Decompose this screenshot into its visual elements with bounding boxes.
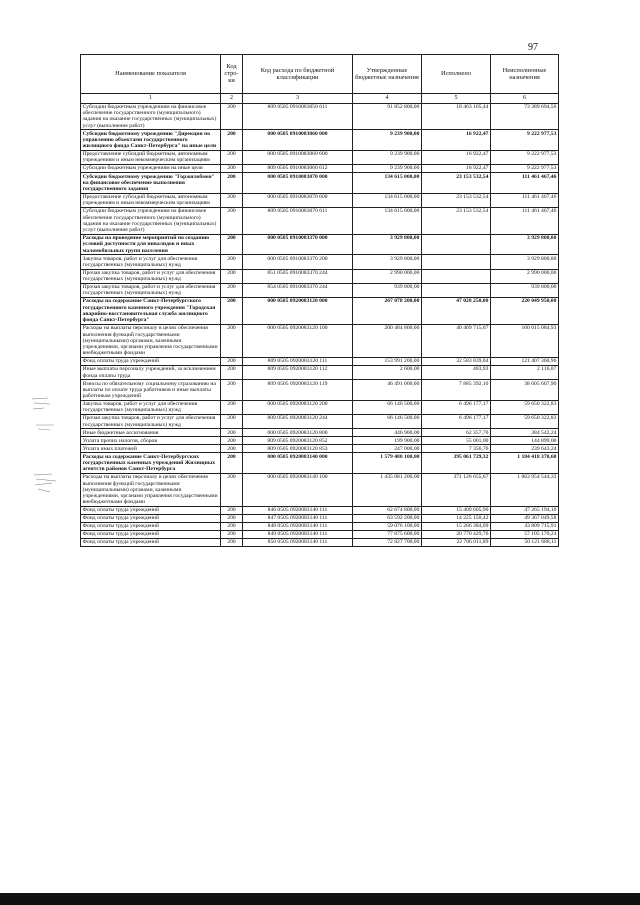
row-unexecuted-amount: 384 542,24	[491, 429, 559, 437]
table-row	[81, 415, 559, 429]
row-unexecuted-amount: 1 063 954 544,33	[491, 473, 559, 506]
row-name: Субсидии бюджетному учреждению "Дирекция по управлению объектами государственного жилищного фонда Санкт-Петербурга" на иные цели	[81, 130, 221, 151]
table-row	[81, 298, 559, 325]
row-unexecuted-amount: 57 105 170,24	[491, 531, 559, 539]
row-classification-code: 846 0505 0920083140 111	[243, 506, 353, 514]
row-unexecuted-amount: 2 116,07	[491, 365, 559, 379]
row-classification-code: 000 0505 0910083060 600	[243, 150, 353, 164]
row-classification-code: 000 0505 0920083140 100	[243, 473, 353, 506]
table-row	[81, 473, 559, 506]
row-line-code: 200	[221, 531, 243, 539]
row-unexecuted-amount: 121 407 360,96	[491, 357, 559, 365]
row-unexecuted-amount: 47 265 194,10	[491, 506, 559, 514]
row-classification-code: 809 0505 0920083120 119	[243, 380, 353, 401]
row-name: Прочая закупка товаров, работ и услуг для обеспечения государственных (муниципальных) нужд	[81, 415, 221, 429]
row-line-code: 200	[221, 523, 243, 531]
row-executed-amount: 47 028 250,00	[422, 298, 491, 325]
row-executed-amount: 14 225 150,42	[422, 515, 491, 523]
row-approved-amount: 1 579 480 100,00	[353, 453, 422, 474]
row-name: Расходы на проведение мероприятий по созданию условий доступности для инвалидов и иных маломобильных групп населения	[81, 234, 221, 255]
row-name: Фонд оплаты труда учреждений	[81, 523, 221, 531]
row-executed-amount	[422, 255, 491, 269]
row-unexecuted-amount: 939 800,00	[491, 283, 559, 297]
row-line-code: 200	[221, 380, 243, 401]
row-executed-amount: 32 583 839,04	[422, 357, 491, 365]
row-unexecuted-amount: 50 121 688,11	[491, 539, 559, 547]
row-line-code: 200	[221, 234, 243, 255]
row-approved-amount: 9 239 900,00	[353, 130, 422, 151]
row-approved-amount: 59 076 100,00	[353, 523, 422, 531]
row-name: Фонд оплаты труда учреждений	[81, 539, 221, 547]
table-row	[81, 103, 559, 130]
row-unexecuted-amount: 9 222 977,53	[491, 130, 559, 151]
row-approved-amount: 3 929 800,00	[353, 255, 422, 269]
row-line-code: 200	[221, 298, 243, 325]
row-executed-amount	[422, 234, 491, 255]
header-unexecuted: Неисполненные назначения	[491, 55, 559, 94]
table-row	[81, 207, 559, 234]
row-line-code: 200	[221, 515, 243, 523]
row-classification-code: 000 0505 0910083070 600	[243, 193, 353, 207]
row-line-code: 200	[221, 445, 243, 453]
row-classification-code: 854 0505 0910083370 244	[243, 283, 353, 297]
row-unexecuted-amount: 2 990 000,00	[491, 269, 559, 283]
row-executed-amount: 23 153 532,54	[422, 193, 491, 207]
table-row	[81, 283, 559, 297]
row-classification-code: 850 0505 0920083140 111	[243, 539, 353, 547]
row-classification-code: 000 0505 0910083070 000	[243, 173, 353, 194]
row-unexecuted-amount: 73 389 694,56	[491, 103, 559, 130]
row-approved-amount: 66 146 500,00	[353, 400, 422, 414]
row-executed-amount	[422, 269, 491, 283]
row-name: Расходы на выплаты персоналу в целях обеспечения выполнения функций государственными (муниципальными) органами, казенными учреждениями, органами управления государственными внебюджетными фондами	[81, 473, 221, 506]
row-approved-amount: 199 900,00	[353, 437, 422, 445]
row-approved-amount: 153 991 200,00	[353, 357, 422, 365]
table-row	[81, 445, 559, 453]
row-classification-code: 000 0505 0910083060 000	[243, 130, 353, 151]
row-unexecuted-amount: 160 015 084,93	[491, 324, 559, 357]
row-unexecuted-amount: 59 650 322,83	[491, 415, 559, 429]
row-approved-amount: 62 674 800,00	[353, 506, 422, 514]
row-executed-amount: 15 409 605,90	[422, 506, 491, 514]
row-line-code: 200	[221, 130, 243, 151]
row-line-code: 200	[221, 207, 243, 234]
row-classification-code: 851 0505 0910083370 244	[243, 269, 353, 283]
row-unexecuted-amount: 49 367 049,58	[491, 515, 559, 523]
table-row	[81, 437, 559, 445]
row-line-code: 200	[221, 415, 243, 429]
row-classification-code: 809 0505 0910083050 611	[243, 103, 353, 130]
margin-pencil-marks	[30, 395, 70, 515]
row-line-code: 200	[221, 283, 243, 297]
row-unexecuted-amount: 111 461 467,46	[491, 173, 559, 194]
row-approved-amount: 267 078 200,00	[353, 298, 422, 325]
table-row	[81, 255, 559, 269]
column-number: 2	[221, 93, 243, 103]
column-number: 5	[422, 93, 491, 103]
table-row	[81, 193, 559, 207]
row-executed-amount: 371 126 655,67	[422, 473, 491, 506]
row-executed-amount: 395 061 729,32	[422, 453, 491, 474]
scan-bottom-edge	[0, 893, 640, 905]
table-row	[81, 523, 559, 531]
table-row	[81, 165, 559, 173]
row-approved-amount: 63 592 200,00	[353, 515, 422, 523]
row-line-code: 200	[221, 400, 243, 414]
row-unexecuted-amount: 43 809 715,91	[491, 523, 559, 531]
row-unexecuted-amount: 220 049 950,00	[491, 298, 559, 325]
row-approved-amount: 446 900,00	[353, 429, 422, 437]
row-approved-amount: 46 491 000,00	[353, 380, 422, 401]
table-header-row	[81, 55, 559, 94]
row-line-code: 200	[221, 429, 243, 437]
row-approved-amount: 91 852 800,00	[353, 103, 422, 130]
table-row	[81, 130, 559, 151]
row-executed-amount: 7 885 392,10	[422, 380, 491, 401]
row-name: Фонд оплаты труда учреждений	[81, 506, 221, 514]
row-classification-code: 847 0505 0920083140 111	[243, 515, 353, 523]
row-name: Расходы на выплаты персоналу в целях обеспечения выполнения функций государственными (муниципальными) органами, казенными учреждениями, органами управления государственными внебюджетными фондами	[81, 324, 221, 357]
row-executed-amount: 16 922,47	[422, 130, 491, 151]
row-classification-code: 809 0505 0920083120 111	[243, 357, 353, 365]
row-line-code: 200	[221, 453, 243, 474]
row-approved-amount: 939 800,00	[353, 283, 422, 297]
row-approved-amount: 9 239 900,00	[353, 165, 422, 173]
page-number: 97	[528, 42, 538, 53]
row-name: Иные бюджетные ассигнования	[81, 429, 221, 437]
table-row	[81, 324, 559, 357]
row-classification-code: 848 0505 0920083140 111	[243, 523, 353, 531]
table-row	[81, 506, 559, 514]
table-row	[81, 357, 559, 365]
row-line-code: 200	[221, 473, 243, 506]
row-line-code: 200	[221, 539, 243, 547]
column-number: 3	[243, 93, 353, 103]
row-classification-code: 809 0505 0920083120 852	[243, 437, 353, 445]
row-unexecuted-amount: 9 222 977,53	[491, 150, 559, 164]
row-unexecuted-amount: 111 461 467,46	[491, 207, 559, 234]
row-name: Уплата прочих налогов, сборов	[81, 437, 221, 445]
row-unexecuted-amount: 38 605 607,90	[491, 380, 559, 401]
row-line-code: 200	[221, 193, 243, 207]
row-approved-amount: 134 615 000,00	[353, 193, 422, 207]
row-approved-amount: 200 484 800,00	[353, 324, 422, 357]
row-unexecuted-amount: 9 222 977,53	[491, 165, 559, 173]
header-line-code: Код стро- ки	[221, 55, 243, 94]
row-classification-code: 000 0505 0910083370 200	[243, 255, 353, 269]
row-executed-amount: 22 706 011,89	[422, 539, 491, 547]
header-executed: Исполнено	[422, 55, 491, 94]
table-row	[81, 380, 559, 401]
row-line-code: 200	[221, 365, 243, 379]
row-executed-amount: 18 463 105,44	[422, 103, 491, 130]
row-executed-amount: 23 153 532,54	[422, 173, 491, 194]
table-row	[81, 150, 559, 164]
row-line-code: 200	[221, 269, 243, 283]
row-name: Прочая закупка товаров, работ и услуг для обеспечения государственных (муниципальных) нужд	[81, 269, 221, 283]
row-approved-amount: 2 990 000,00	[353, 269, 422, 283]
row-line-code: 200	[221, 357, 243, 365]
row-line-code: 200	[221, 103, 243, 130]
row-executed-amount: 7 356,76	[422, 445, 491, 453]
row-approved-amount: 3 929 800,00	[353, 234, 422, 255]
row-executed-amount: 62 357,76	[422, 429, 491, 437]
row-classification-code: 000 0505 0920083120 800	[243, 429, 353, 437]
column-number-row	[81, 93, 559, 103]
row-approved-amount: 2 600,00	[353, 365, 422, 379]
row-line-code: 200	[221, 150, 243, 164]
table-row	[81, 234, 559, 255]
column-number: 4	[353, 93, 422, 103]
row-approved-amount: 1 435 081 200,00	[353, 473, 422, 506]
row-line-code: 200	[221, 173, 243, 194]
row-name: Иные выплаты персоналу учреждений, за исключением фонда оплаты труда	[81, 365, 221, 379]
column-number: 6	[491, 93, 559, 103]
table-row	[81, 515, 559, 523]
row-executed-amount: 6 496 177,17	[422, 415, 491, 429]
table-row	[81, 429, 559, 437]
row-executed-amount: 16 922,47	[422, 150, 491, 164]
table-row	[81, 365, 559, 379]
row-approved-amount: 134 615 000,00	[353, 207, 422, 234]
row-name: Прочая закупка товаров, работ и услуг для обеспечения государственных (муниципальных) нужд	[81, 283, 221, 297]
row-classification-code: 809 0505 0910083060 612	[243, 165, 353, 173]
table-row	[81, 400, 559, 414]
table-row	[81, 539, 559, 547]
table-row	[81, 531, 559, 539]
row-name: Уплата иных платежей	[81, 445, 221, 453]
row-unexecuted-amount: 59 650 322,83	[491, 400, 559, 414]
row-name: Предоставление субсидий бюджетным, автономным учреждениям и иным некоммерческим организациям	[81, 193, 221, 207]
row-name: Закупка товаров, работ и услуг для обеспечения государственных (муниципальных) нужд	[81, 255, 221, 269]
row-classification-code: 809 0505 0910083070 611	[243, 207, 353, 234]
row-approved-amount: 134 615 000,00	[353, 173, 422, 194]
row-name: Фонд оплаты труда учреждений	[81, 531, 221, 539]
table-row	[81, 173, 559, 194]
column-number: 1	[81, 93, 221, 103]
table-row	[81, 453, 559, 474]
header-name: Наименование показателя	[81, 55, 221, 94]
row-classification-code: 809 0505 0920083120 853	[243, 445, 353, 453]
row-unexecuted-amount: 3 929 800,00	[491, 255, 559, 269]
header-approved: Утвержденные бюджетные назначения	[353, 55, 422, 94]
row-line-code: 200	[221, 437, 243, 445]
row-executed-amount	[422, 283, 491, 297]
row-executed-amount: 40 469 715,07	[422, 324, 491, 357]
row-classification-code: 000 0505 0920083120 100	[243, 324, 353, 357]
row-line-code: 200	[221, 324, 243, 357]
row-name: Фонд оплаты труда учреждений	[81, 515, 221, 523]
row-unexecuted-amount: 144 899,00	[491, 437, 559, 445]
row-name: Закупка товаров, работ и услуг для обеспечения государственных (муниципальных) нужд	[81, 400, 221, 414]
row-name: Взносы по обязательному социальному страхованию на выплаты по оплате труда работников и иные выплаты работникам учреждений	[81, 380, 221, 401]
row-approved-amount: 77 875 600,00	[353, 531, 422, 539]
row-classification-code: 809 0505 0920083120 112	[243, 365, 353, 379]
row-approved-amount: 66 146 500,00	[353, 415, 422, 429]
row-line-code: 200	[221, 255, 243, 269]
row-name: Фонд оплаты труда учреждений	[81, 357, 221, 365]
row-name: Предоставление субсидий бюджетным, автономным учреждениям и иным некоммерческим организациям	[81, 150, 221, 164]
row-classification-code: 809 0505 0920083120 244	[243, 415, 353, 429]
row-name: Расходы на содержание Санкт-Петербургского государственного казенного учреждения "Городская аварийно-восстановительная служба жилищного фонда Санкт-Петербурга"	[81, 298, 221, 325]
row-classification-code: 000 0505 0910083370 000	[243, 234, 353, 255]
row-name: Субсидии бюджетным учреждениям на иные цели	[81, 165, 221, 173]
row-line-code: 200	[221, 165, 243, 173]
row-name: Субсидии бюджетным учреждениям на финансовое обеспечение государственного (муниципального) задания на оказание государственных (муниципальных) услуг (выполнение работ)	[81, 103, 221, 130]
row-approved-amount: 72 827 700,00	[353, 539, 422, 547]
row-executed-amount: 23 153 532,54	[422, 207, 491, 234]
row-executed-amount: 6 496 177,17	[422, 400, 491, 414]
budget-execution-table	[80, 54, 559, 547]
row-unexecuted-amount: 239 643,24	[491, 445, 559, 453]
row-classification-code: 000 0505 0920083120 000	[243, 298, 353, 325]
row-line-code: 200	[221, 506, 243, 514]
row-classification-code: 000 0505 0920083140 000	[243, 453, 353, 474]
row-executed-amount: 55 001,00	[422, 437, 491, 445]
row-unexecuted-amount: 1 184 418 370,68	[491, 453, 559, 474]
row-name: Субсидии бюджетным учреждениям на финансовое обеспечение государственного (муниципального) задания на оказание государственных (муниципальных) услуг (выполнение работ)	[81, 207, 221, 234]
row-classification-code: 849 0505 0920083140 111	[243, 531, 353, 539]
row-unexecuted-amount: 111 461 467,46	[491, 193, 559, 207]
row-executed-amount: 15 266 384,09	[422, 523, 491, 531]
row-approved-amount: 9 239 900,00	[353, 150, 422, 164]
row-executed-amount: 16 922,47	[422, 165, 491, 173]
row-unexecuted-amount: 3 929 800,00	[491, 234, 559, 255]
row-approved-amount: 247 000,00	[353, 445, 422, 453]
table-row	[81, 269, 559, 283]
header-classification: Код расхода по бюджетной классификации	[243, 55, 353, 94]
row-executed-amount: 20 770 429,76	[422, 531, 491, 539]
row-name: Субсидии бюджетному учреждению "Горжилобмен" на финансовое обеспечение выполнения государственного задания	[81, 173, 221, 194]
row-executed-amount: 483,93	[422, 365, 491, 379]
table-body	[81, 103, 559, 547]
row-name: Расходы на содержание Санкт-Петербургских государственных казенных учреждений Жилищных агентств районов Санкт-Петербурга	[81, 453, 221, 474]
row-classification-code: 000 0505 0920083120 200	[243, 400, 353, 414]
